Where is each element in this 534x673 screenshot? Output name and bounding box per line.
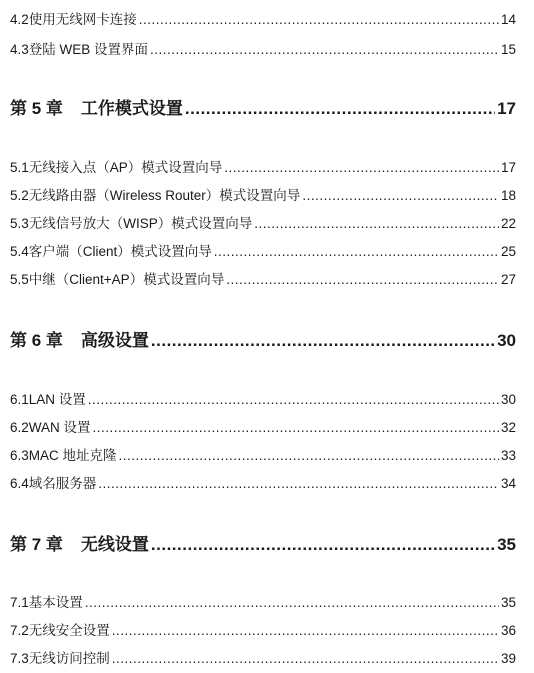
toc-entry-title: WAN 设置 [28, 420, 91, 435]
toc-leader-dots [185, 99, 495, 119]
toc-entry-4-2[interactable] [10, 8, 516, 28]
toc-entry-number: 7.2 [10, 623, 29, 638]
toc-leader-dots [224, 160, 499, 175]
toc-entry-4-3[interactable] [10, 38, 516, 58]
toc-entry-5-4[interactable] [10, 240, 516, 260]
toc-entry-number: 5.4 [10, 244, 29, 259]
toc-entry-page: 32 [500, 420, 516, 435]
toc-entry-page: 35 [500, 595, 516, 610]
toc-leader-dots [93, 420, 499, 435]
toc-entry-title: 无线访问控制 [28, 651, 110, 666]
toc-entry-number: 6.1 [10, 392, 29, 407]
toc-entry-title: MAC 地址克隆 [28, 448, 117, 463]
toc-leader-dots [98, 476, 499, 491]
toc-entry-number: 7.3 [10, 651, 29, 666]
toc-leader-dots [150, 42, 499, 57]
toc-entry-page: 18 [500, 188, 516, 203]
toc-chapter-number: 第 7 章 [10, 535, 63, 554]
toc-entry-page: 36 [500, 623, 516, 638]
toc-entry-page: 30 [500, 392, 516, 407]
toc-entry-title: 登陆 WEB 设置界面 [28, 42, 149, 57]
toc-entry-page: 34 [500, 476, 516, 491]
toc-entry-page: 14 [500, 12, 516, 27]
toc-entry-number: 7.1 [10, 595, 29, 610]
toc-chapter-title: 工作模式设置 [80, 99, 183, 118]
toc-leader-dots [85, 595, 499, 610]
toc-chapter-page: 30 [497, 331, 516, 350]
toc-entry-5-5[interactable] [10, 268, 516, 288]
toc-entry-page: 27 [500, 272, 516, 287]
toc-entry-page: 15 [500, 42, 516, 57]
toc-leader-dots [119, 448, 499, 463]
toc-leader-dots [112, 623, 499, 638]
toc-entry-title: 域名服务器 [28, 476, 97, 491]
toc-entry-number: 4.2 [10, 12, 29, 27]
toc-chapter-number: 第 5 章 [10, 99, 63, 118]
toc-entry-6-2[interactable] [10, 416, 516, 436]
toc-entry-number: 5.3 [10, 216, 29, 231]
toc-entry-title: 基本设置 [28, 595, 83, 610]
toc-chapter-title: 高级设置 [80, 331, 149, 350]
toc-entry-page: 22 [500, 216, 516, 231]
toc-chapter-5[interactable] [10, 94, 516, 119]
toc-entry-5-3[interactable] [10, 212, 516, 232]
toc-leader-dots [139, 12, 499, 27]
toc-entry-title: 无线路由器（Wireless Router）模式设置向导 [28, 188, 301, 203]
toc-entry-title: 无线安全设置 [28, 623, 110, 638]
toc-leader-dots [226, 272, 499, 287]
toc-entry-title: 无线信号放大（WISP）模式设置向导 [28, 216, 253, 231]
toc-entry-page: 33 [500, 448, 516, 463]
toc-chapter-page: 35 [497, 535, 516, 554]
toc-entry-number: 6.3 [10, 448, 29, 463]
toc-entry-page: 17 [500, 160, 516, 175]
toc-entry-5-2[interactable] [10, 184, 516, 204]
toc-chapter-number: 第 6 章 [10, 331, 63, 350]
toc-entry-6-1[interactable] [10, 388, 516, 408]
toc-entry-6-3[interactable] [10, 444, 516, 464]
toc-leader-dots [254, 216, 499, 231]
toc-entry-number: 6.4 [10, 476, 29, 491]
toc-entry-title: 中继（Client+AP）模式设置向导 [28, 272, 225, 287]
toc-chapter-page: 17 [497, 99, 516, 118]
toc-entry-number: 5.2 [10, 188, 29, 203]
toc-leader-dots [88, 392, 499, 407]
toc-leader-dots [112, 651, 499, 666]
toc-entry-7-1[interactable] [10, 591, 516, 611]
toc-entry-number: 6.2 [10, 420, 29, 435]
toc-leader-dots [302, 188, 499, 203]
toc-entry-7-2[interactable] [10, 619, 516, 639]
toc-leader-dots [151, 535, 495, 555]
toc-leader-dots [214, 244, 499, 259]
toc-chapter-7[interactable] [10, 530, 516, 555]
toc-chapter-title: 无线设置 [80, 535, 149, 554]
toc-leader-dots [151, 331, 495, 351]
toc-entry-number: 4.3 [10, 42, 29, 57]
toc-entry-page: 25 [500, 244, 516, 259]
toc-entry-title: 使用无线网卡连接 [28, 12, 137, 27]
toc-entry-7-3[interactable] [10, 647, 516, 667]
toc-entry-number: 5.1 [10, 160, 29, 175]
toc-entry-5-1[interactable] [10, 156, 516, 176]
toc-chapter-6[interactable] [10, 326, 516, 351]
toc-entry-title: 无线接入点（AP）模式设置向导 [28, 160, 223, 175]
toc-entry-title: LAN 设置 [28, 392, 86, 407]
toc-entry-number: 5.5 [10, 272, 29, 287]
toc-entry-title: 客户端（Client）模式设置向导 [28, 244, 212, 259]
toc-entry-6-4[interactable] [10, 472, 516, 492]
toc-entry-page: 39 [500, 651, 516, 666]
